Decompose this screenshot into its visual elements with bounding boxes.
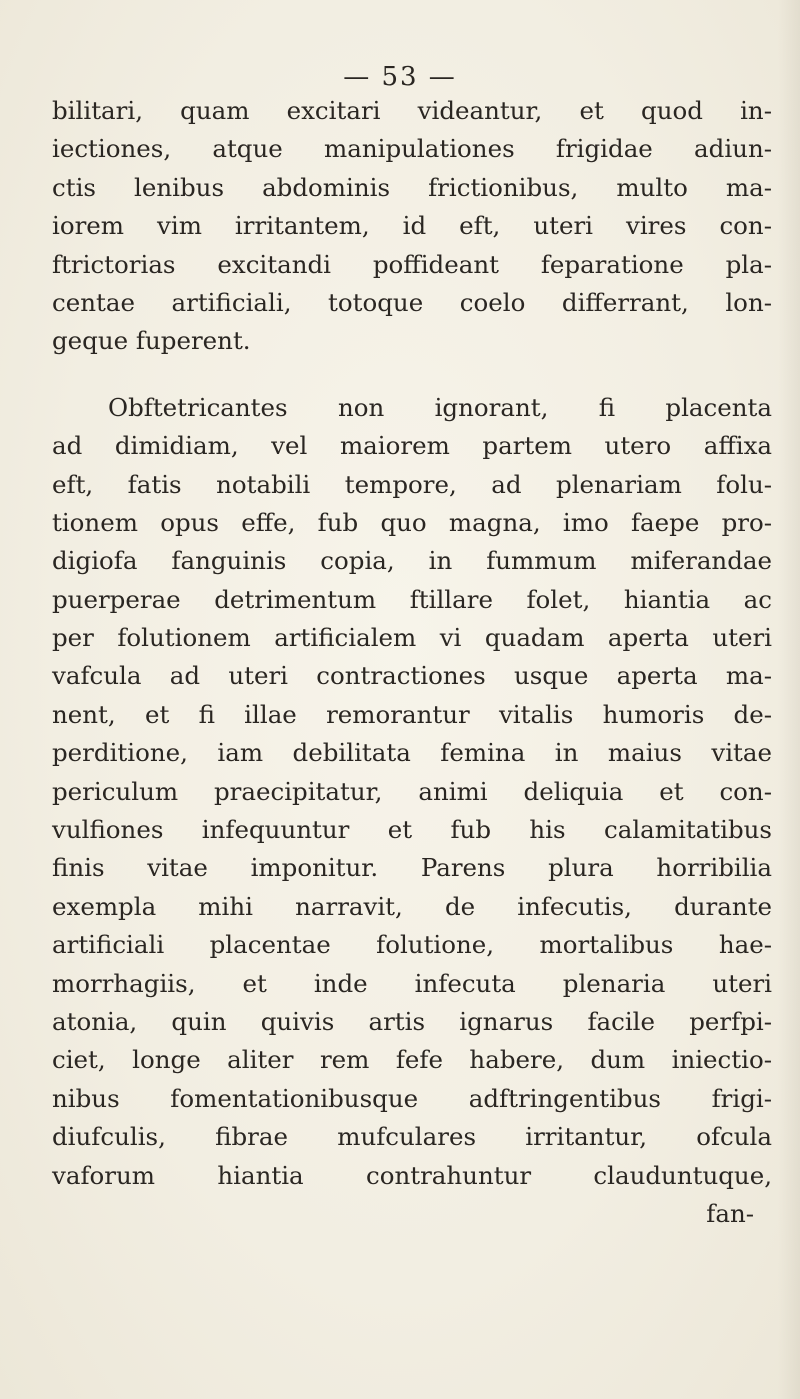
- body-text: [52, 92, 772, 1233]
- text-line: vulfiones infequuntur et fub his calamitatibus: [52, 815, 772, 845]
- text-line: artificiali placentae folutione, mortalibus hae-: [52, 930, 772, 960]
- text-line: nent, et fi illae remorantur vitalis humoris de-: [52, 699, 772, 729]
- text-line: per folutionem artificialem vi quadam aperta uteri: [52, 623, 772, 653]
- text-line: periculum praecipitatur, animi deliquia et con-: [52, 776, 772, 806]
- text-line: finis vitae imponitur. Parens plura horribilia: [52, 853, 772, 883]
- catchword: fan-: [706, 1198, 754, 1228]
- text-line: eft, fatis notabili tempore, ad plenariam folu-: [52, 469, 772, 499]
- text-line: bilitari, quam excitari videantur, et quod in-: [52, 96, 772, 125]
- text-line: perditione, iam debilitata femina in maius vitae: [52, 738, 772, 768]
- text-line: ctis lenibus abdominis frictionibus, multo ma-: [52, 172, 772, 202]
- text-line: puerperae detrimentum ftillare folet, hiantia ac: [52, 584, 772, 614]
- text-line: ad dimidiam, vel maiorem partem utero affixa: [52, 431, 772, 461]
- text-line: vafcula ad uteri contractiones usque aperta ma-: [52, 661, 772, 691]
- text-line: centae artificiali, totoque coelo differrant, lon-: [52, 287, 772, 317]
- text-line: vaforum hiantia contrahuntur clauduntuque,: [52, 1160, 772, 1190]
- text-line: ftrictorias excitandi poffideant feparatione pla-: [52, 249, 772, 279]
- text-line: morrhagiis, et inde infecuta plenaria uteri: [52, 968, 772, 998]
- page-edge-shadow: [778, 0, 800, 1399]
- text-line: nibus fomentationibusque adftringentibus frigi-: [52, 1083, 772, 1113]
- page-number: — 53 —: [343, 62, 457, 92]
- text-line: tionem opus effe, fub quo magna, imo faepe pro-: [52, 507, 772, 537]
- paragraph-2: [52, 389, 772, 1195]
- text-line: ciet, longe aliter rem fefe habere, dum iniectio-: [52, 1045, 772, 1075]
- text-line: iorem vim irritantem, id eft, uteri vires con-: [52, 211, 772, 241]
- text-line: iectiones, atque manipulationes frigidae adiun-: [52, 134, 772, 164]
- text-line: atonia, quin quivis artis ignarus facile perfpi-: [52, 1006, 772, 1036]
- text-line: geque fuperent.: [52, 326, 251, 356]
- paragraph-gap: [52, 361, 772, 389]
- paragraph-1: [52, 92, 772, 361]
- text-line: digiofa fanguinis copia, in fummum miferandae: [52, 546, 772, 576]
- text-line: diufculis, fibrae mufculares irritantur, ofcula: [52, 1122, 772, 1152]
- text-line: Obftetricantes non ignorant, fi placenta: [108, 392, 772, 422]
- text-line: exempla mihi narravit, de infecutis, durante: [52, 891, 772, 921]
